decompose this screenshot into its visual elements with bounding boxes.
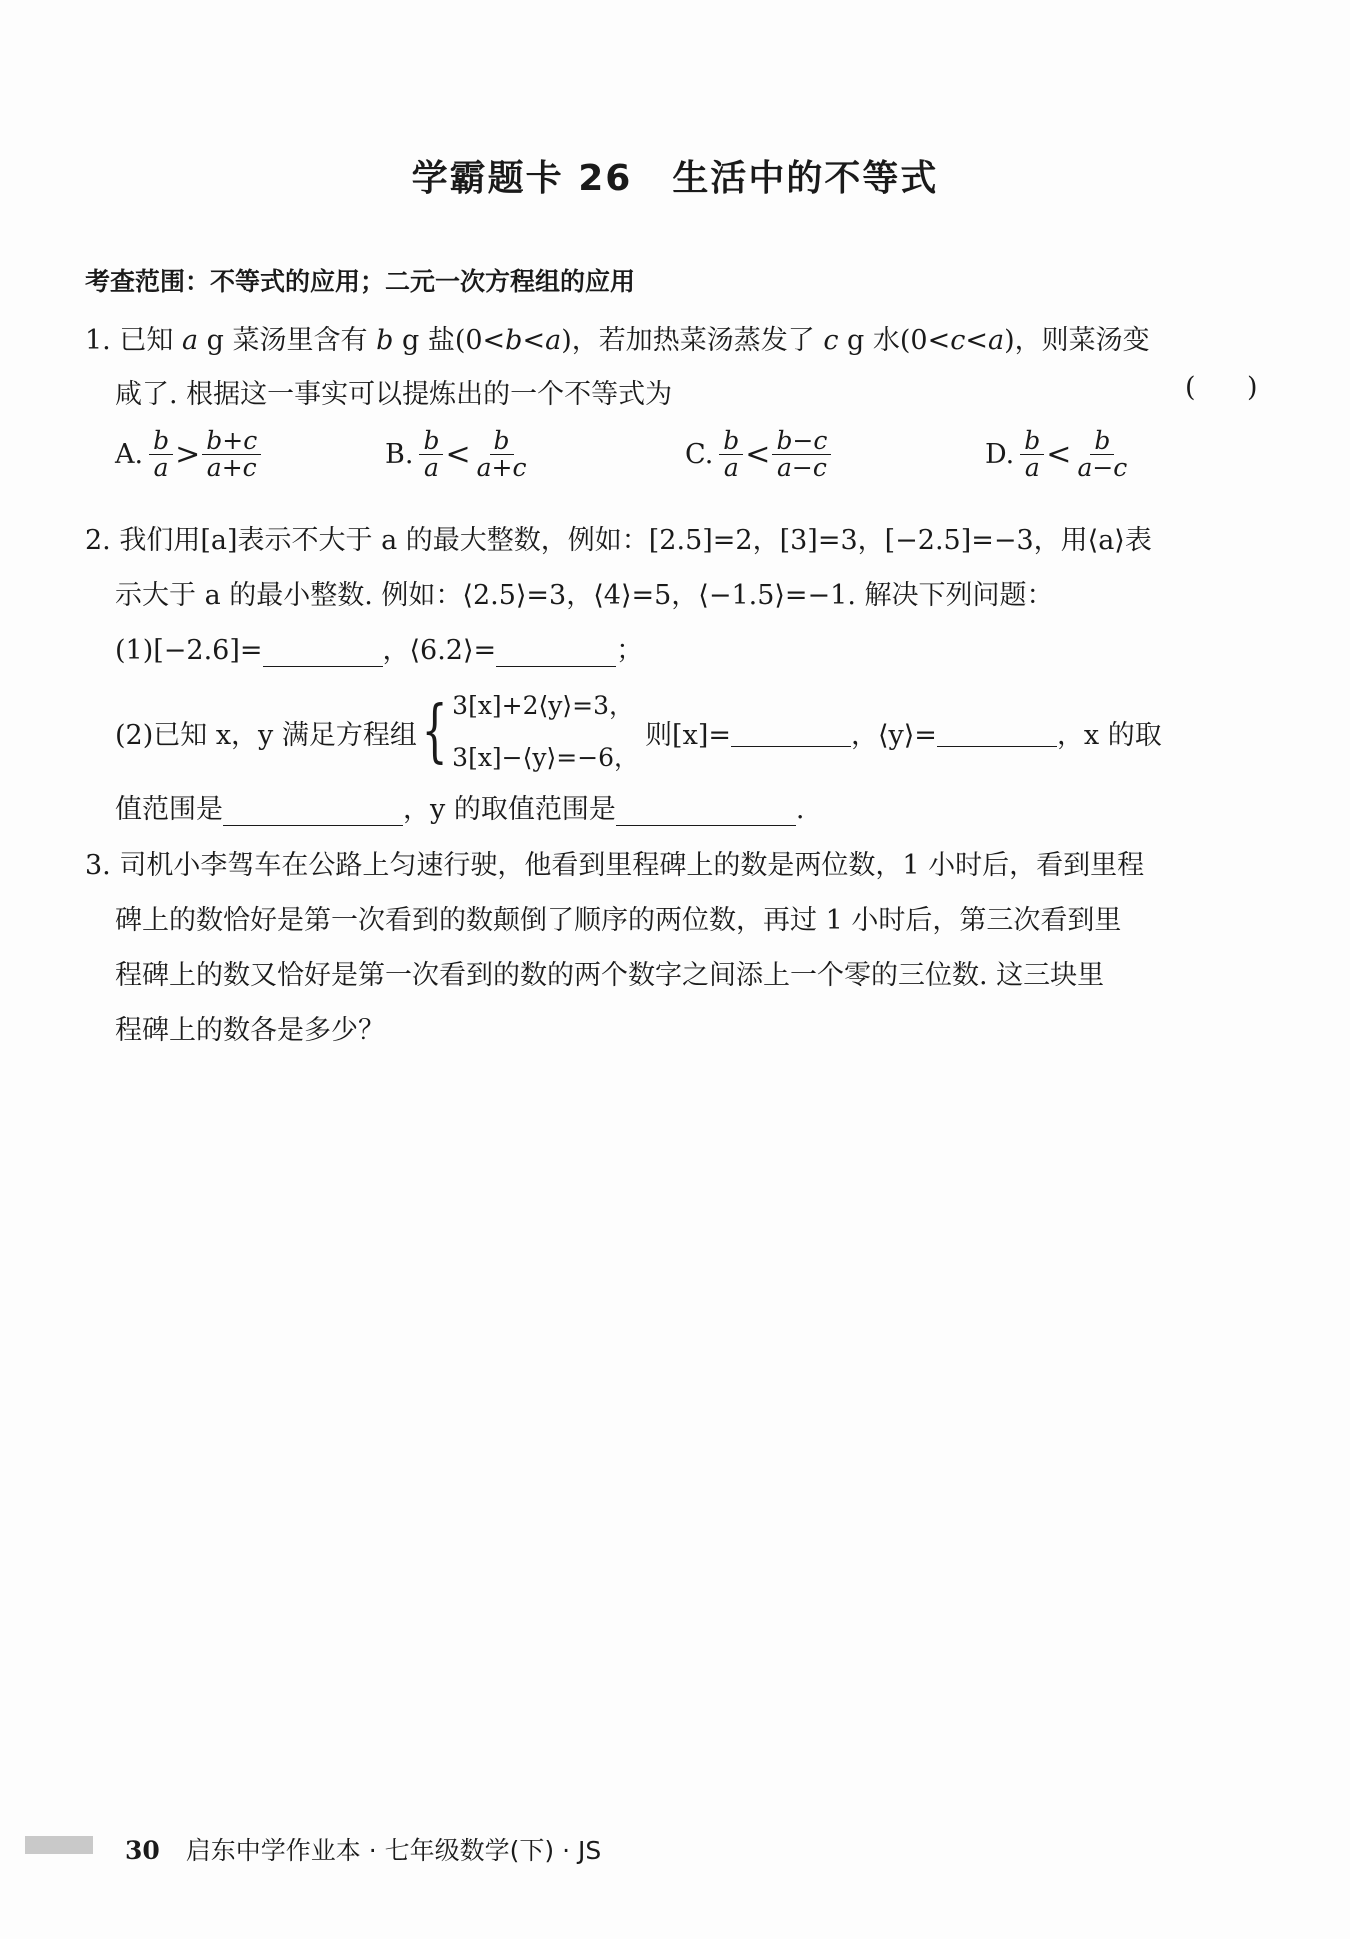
page-footer [125,1831,601,1867]
page-title [0,150,1350,201]
answer-blank[interactable] [496,638,616,667]
q3-line-1: 3. 司机小李驾车在公路上匀速行驶，他看到里程碑上的数是两位数，1 小时后，看到里程 [85,850,1145,881]
q3-line-2: 碑上的数恰好是第一次看到的数颠倒了顺序的两位数，再过 1 小时后，第三次看到里 [115,905,1122,936]
equation-2: 3[x]−⟨y⟩=−6， [452,743,640,772]
answer-parentheses[interactable]: ( ) [1185,372,1258,403]
exam-scope: 考查范围：不等式的应用；二元一次方程组的应用 [85,267,636,296]
footer-gray-bar [25,1836,93,1854]
q2-part-2: (2)已知 x，y 满足方程组 { 3[x]+2⟨y⟩=3， 3[x]−⟨y⟩=−6， 则[x]= ，⟨y⟩= ，x 的取 [115,680,1162,784]
q3-line-4: 程碑上的数各是多少？ [115,1015,385,1046]
option-b[interactable]: B. $\frac{b}{a}$ < $\frac{b}{a+c}$ [385,426,527,483]
q3-line-3: 程碑上的数又恰好是第一次看到的数的两个数字之间添上一个零的三位数. 这三块里 [115,960,1105,991]
q2-line-1: 2. 我们用[a]表示不大于 a 的最大整数，例如：[2.5]=2，[3]=3，[−2.5]=−3，用⟨a⟩表 [85,525,1152,556]
q2-part-1: (1)[−2.6]= ，⟨6.2⟩= ； [115,635,644,666]
page-number: 30 [125,1836,160,1865]
book-title: 启东中学作业本 · 七年级数学(下) · JS [185,1836,602,1865]
answer-blank[interactable] [731,718,851,747]
answer-blank[interactable] [937,718,1057,747]
q1-line-1: 1. 已知 a g 菜汤里含有 b g 盐(0<b<a)，若加热菜汤蒸发了 c g 水(0<c<a)，则菜汤变 [85,325,1150,356]
equation-1: 3[x]+2⟨y⟩=3， [452,691,635,720]
answer-blank[interactable] [263,638,383,667]
q2-part-2-continued: 值范围是 ，y 的取值范围是 . [115,794,805,825]
system-brace: { [421,692,448,771]
title-text: 生活中的不等式 [672,158,939,199]
option-c[interactable]: C. $\frac{b}{a}$ < $\frac{b-c}{a-c}$ [685,428,831,482]
option-a[interactable]: A. $\frac{b}{a}$ > $\frac{b+c}{a+c}$ [115,428,261,482]
equation-system [452,680,639,784]
answer-blank[interactable] [616,797,796,826]
q2-line-2: 示大于 a 的最小整数. 例如：⟨2.5⟩=3，⟨4⟩=5，⟨−1.5⟩=−1. 解决下列问题： [115,580,1054,611]
answer-blank[interactable] [223,797,403,826]
option-d[interactable]: D. $\frac{b}{a}$ < $\frac{b}{a-c}$ [985,426,1128,483]
q1-line-2: 咸了. 根据这一事实可以提炼出的一个不等式为 [115,379,673,410]
title-number: 学霸题卡 26 [411,158,633,199]
